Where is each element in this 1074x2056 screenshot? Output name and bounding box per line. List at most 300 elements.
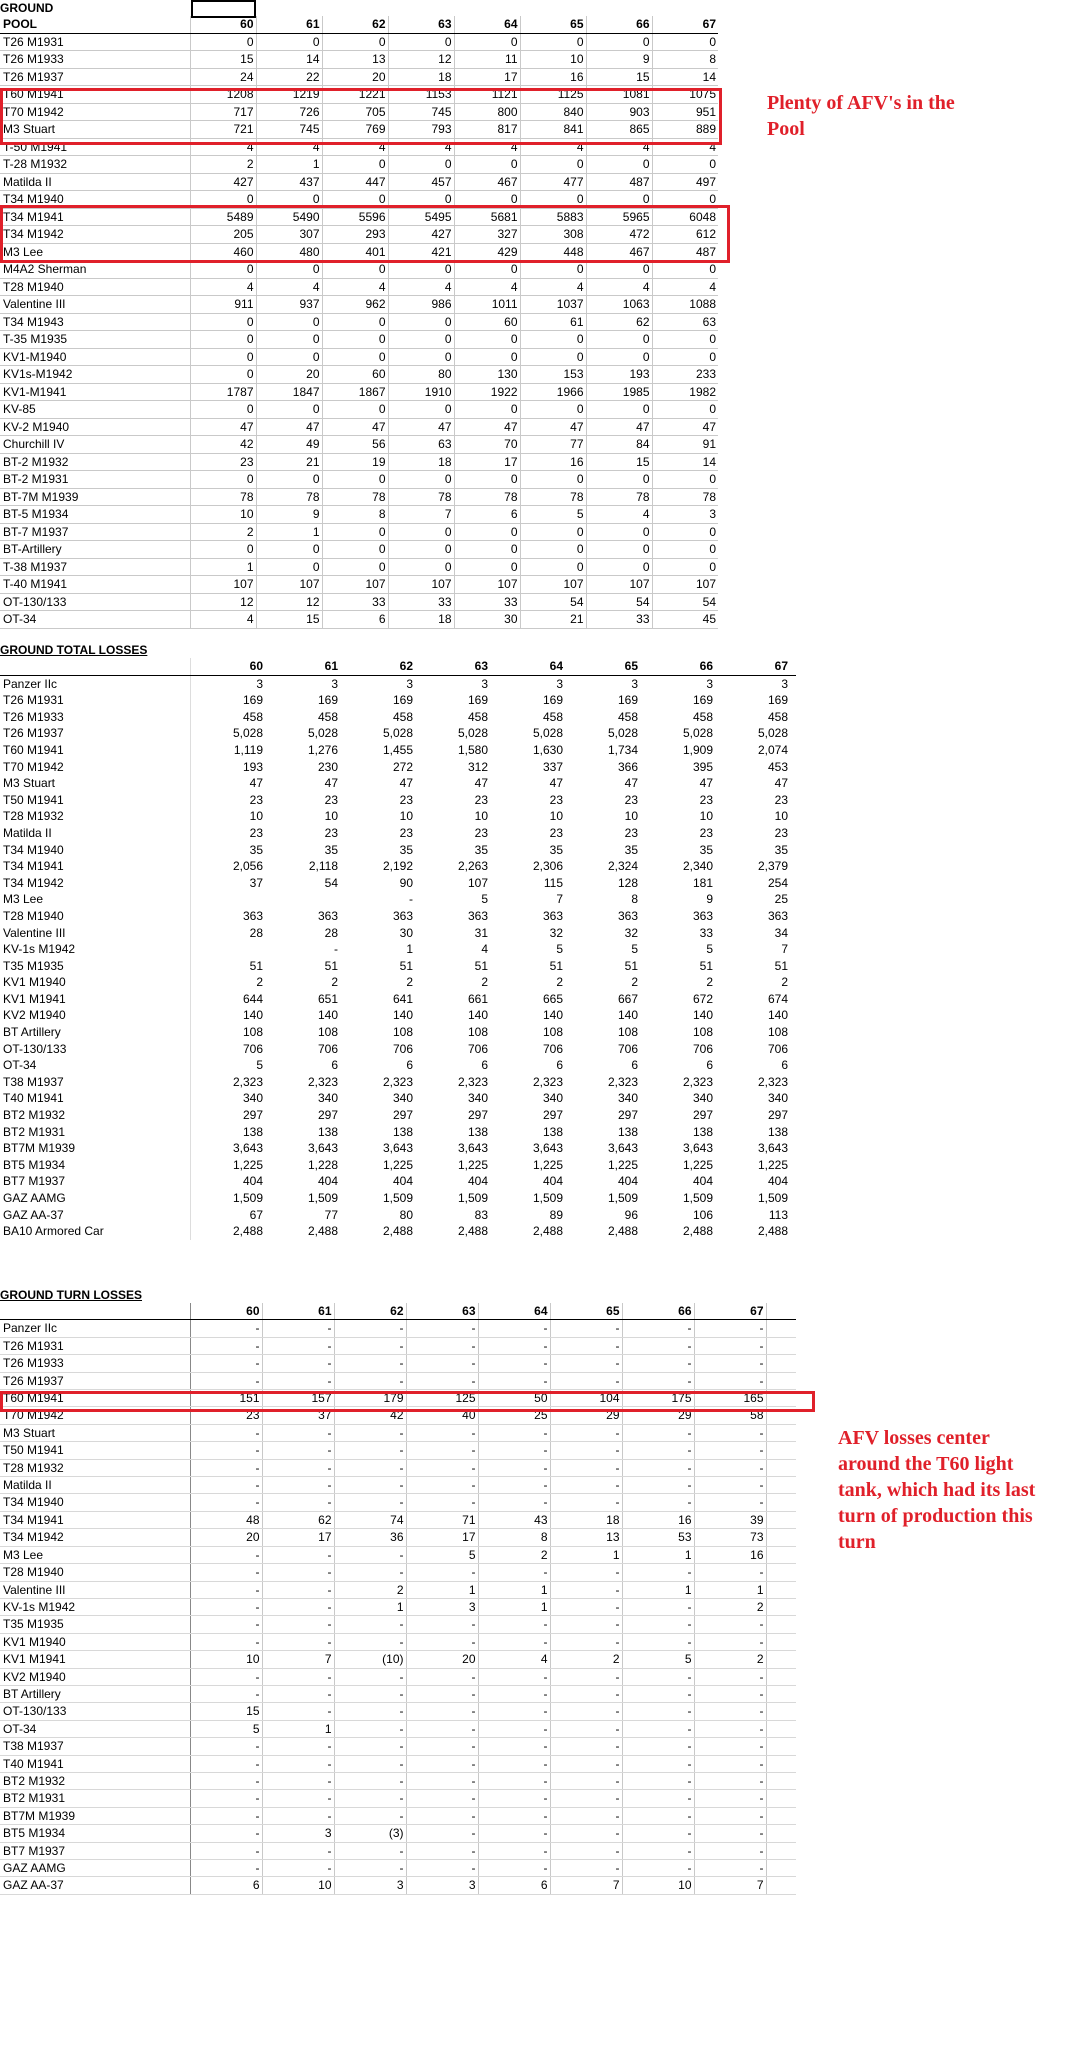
- table-row: [0, 1668, 796, 1685]
- table-row: [0, 775, 796, 792]
- row-label: BT-7 M1937: [0, 523, 190, 541]
- value-cell: 84: [586, 436, 652, 454]
- value-cell: 5: [631, 942, 638, 957]
- value-cell: 96: [624, 1207, 638, 1222]
- row-label: KV-2 M1940: [0, 418, 190, 436]
- value-cell: 91: [652, 436, 718, 454]
- value-cell: 35: [624, 842, 638, 857]
- value-cell: -: [478, 1807, 550, 1824]
- value-cell: 6: [454, 506, 520, 524]
- row-label: BT7M M1939: [0, 1140, 190, 1157]
- value-cell: 20: [190, 1529, 262, 1546]
- value-cell: 0: [190, 33, 256, 51]
- value-cell: -: [334, 1494, 406, 1511]
- value-cell: 458: [392, 709, 413, 724]
- value-cell: 467: [586, 243, 652, 261]
- value-cell: 447: [322, 173, 388, 191]
- value-cell: 17: [262, 1529, 334, 1546]
- table-row: [0, 541, 718, 559]
- value-cell: -: [478, 1755, 550, 1772]
- value-cell: 5489: [190, 208, 256, 226]
- value-cell: 0: [322, 471, 388, 489]
- table-row: [0, 366, 718, 384]
- value-cell: 35: [249, 842, 263, 857]
- value-cell: 30: [454, 611, 520, 629]
- value-cell: -: [406, 1337, 478, 1354]
- value-cell: 7: [550, 1877, 622, 1894]
- value-cell: 108: [692, 1025, 713, 1040]
- value-cell: 67: [249, 1207, 263, 1222]
- value-cell: (10): [334, 1651, 406, 1668]
- value-cell: 107: [190, 576, 256, 594]
- value-cell: 107: [454, 576, 520, 594]
- value-cell: 458: [542, 709, 563, 724]
- value-cell: 297: [392, 1108, 413, 1123]
- value-cell: 6: [406, 1058, 413, 1073]
- value-cell: 6: [478, 1877, 550, 1894]
- value-cell: 1: [406, 1581, 478, 1598]
- value-cell: -: [262, 1860, 334, 1877]
- value-cell: -: [262, 1355, 334, 1372]
- value-cell: 477: [520, 173, 586, 191]
- value-cell: 4: [520, 138, 586, 156]
- value-cell: 16: [694, 1546, 766, 1563]
- column-header: 67: [652, 16, 718, 33]
- value-cell: 0: [586, 331, 652, 349]
- value-cell: -: [478, 1442, 550, 1459]
- value-cell: 1,580: [457, 742, 488, 757]
- value-cell: 3: [706, 676, 713, 691]
- value-cell: 3: [256, 676, 263, 691]
- value-cell: -: [406, 1860, 478, 1877]
- value-cell: -: [262, 1546, 334, 1563]
- value-cell: 7: [694, 1877, 766, 1894]
- row-label: T34 M1941: [0, 858, 190, 875]
- value-cell: 0: [520, 191, 586, 209]
- value-cell: -: [550, 1633, 622, 1650]
- value-cell: -: [262, 1807, 334, 1824]
- value-cell: 865: [586, 121, 652, 139]
- value-cell: -: [190, 1494, 262, 1511]
- value-cell: 769: [322, 121, 388, 139]
- column-header: 66: [622, 1303, 694, 1320]
- table-row: [0, 1173, 796, 1190]
- value-cell: 458: [767, 709, 788, 724]
- value-cell: 3,643: [307, 1141, 338, 1156]
- value-cell: 47: [624, 776, 638, 791]
- value-cell: 0: [652, 471, 718, 489]
- value-cell: 19: [322, 453, 388, 471]
- row-label: T-35 M1935: [0, 331, 190, 349]
- value-cell: 0: [454, 33, 520, 51]
- pool-highlight-box-medium-tanks: [0, 205, 730, 263]
- value-cell: 480: [256, 243, 322, 261]
- value-cell: 2,056: [232, 859, 263, 874]
- spacer-cell: [766, 1564, 796, 1581]
- table-row: [0, 725, 796, 742]
- table-row: [0, 1825, 796, 1842]
- value-cell: 7: [556, 892, 563, 907]
- value-cell: 962: [322, 296, 388, 314]
- value-cell: 108: [617, 1025, 638, 1040]
- table-row: [0, 506, 718, 524]
- value-cell: -: [334, 1860, 406, 1877]
- value-cell: 108: [242, 1025, 263, 1040]
- value-cell: 1208: [190, 86, 256, 104]
- value-cell: 665: [542, 991, 563, 1006]
- value-cell: 10: [474, 809, 488, 824]
- value-cell: -: [550, 1685, 622, 1702]
- value-cell: -: [478, 1424, 550, 1441]
- value-cell: 12: [388, 51, 454, 69]
- table-row: [0, 1337, 796, 1354]
- value-cell: -: [406, 1842, 478, 1859]
- value-cell: 2: [256, 975, 263, 990]
- value-cell: -: [478, 1860, 550, 1877]
- value-cell: -: [622, 1755, 694, 1772]
- value-cell: 47: [249, 776, 263, 791]
- row-label: M3 Lee: [0, 891, 190, 908]
- turn-losses-section: [0, 1287, 796, 1895]
- value-cell: -: [478, 1825, 550, 1842]
- spacer-cell: [766, 1355, 796, 1372]
- value-cell: 1: [256, 156, 322, 174]
- table-row: [0, 1755, 796, 1772]
- value-cell: 51: [699, 958, 713, 973]
- value-cell: 8: [322, 506, 388, 524]
- value-cell: -: [190, 1442, 262, 1459]
- value-cell: -: [406, 1564, 478, 1581]
- value-cell: -: [262, 1616, 334, 1633]
- value-cell: 363: [467, 908, 488, 923]
- value-cell: 0: [652, 348, 718, 366]
- spacer-cell: [790, 1074, 796, 1091]
- value-cell: 661: [467, 991, 488, 1006]
- spacer-cell: [790, 858, 796, 875]
- value-cell: -: [694, 1703, 766, 1720]
- value-cell: -: [550, 1703, 622, 1720]
- value-cell: 107: [467, 875, 488, 890]
- value-cell: 4: [454, 138, 520, 156]
- value-cell: 427: [388, 226, 454, 244]
- value-cell: 0: [454, 471, 520, 489]
- value-cell: 108: [767, 1025, 788, 1040]
- value-cell: 1,225: [232, 1157, 263, 1172]
- value-cell: 2: [190, 156, 256, 174]
- value-cell: 5: [556, 942, 563, 957]
- value-cell: 1985: [586, 383, 652, 401]
- value-cell: 1,509: [757, 1191, 788, 1205]
- value-cell: -: [190, 1355, 262, 1372]
- value-cell: 340: [317, 1091, 338, 1106]
- value-cell: 1: [256, 523, 322, 541]
- value-cell: -: [190, 1685, 262, 1702]
- spacer-cell: [766, 1494, 796, 1511]
- row-label: T38 M1937: [0, 1074, 190, 1091]
- spacer-cell: [790, 941, 796, 958]
- value-cell: 6: [322, 611, 388, 629]
- value-cell: 42: [334, 1407, 406, 1424]
- row-label: T28 M1932: [0, 808, 190, 825]
- value-cell: 43: [478, 1511, 550, 1528]
- value-cell: 169: [317, 693, 338, 708]
- table-row: [0, 1107, 796, 1124]
- table-row: [0, 436, 718, 454]
- value-cell: 366: [617, 759, 638, 774]
- value-cell: 1,509: [532, 1191, 563, 1205]
- value-cell: 2,263: [457, 859, 488, 874]
- value-cell: 3,643: [607, 1141, 638, 1156]
- spacer-cell: [790, 658, 796, 675]
- value-cell: 3: [631, 676, 638, 691]
- value-cell: 0: [388, 348, 454, 366]
- value-cell: 0: [190, 541, 256, 559]
- value-cell: -: [694, 1355, 766, 1372]
- value-cell: 23: [549, 792, 563, 807]
- value-cell: 1982: [652, 383, 718, 401]
- value-cell: 0: [454, 541, 520, 559]
- value-cell: 6: [190, 1877, 262, 1894]
- spacer-cell: [790, 1173, 796, 1190]
- spacer-cell: [790, 1041, 796, 1058]
- value-cell: 5490: [256, 208, 322, 226]
- value-cell: -: [190, 1825, 262, 1842]
- value-cell: 54: [520, 593, 586, 611]
- table-row: [0, 891, 796, 908]
- value-cell: -: [550, 1616, 622, 1633]
- table-row: [0, 1477, 796, 1494]
- value-cell: 0: [256, 313, 322, 331]
- spacer-cell: [790, 1024, 796, 1041]
- value-cell: -: [694, 1825, 766, 1842]
- value-cell: 0: [652, 523, 718, 541]
- value-cell: 0: [322, 191, 388, 209]
- value-cell: 0: [586, 471, 652, 489]
- value-cell: 62: [262, 1511, 334, 1528]
- value-cell: 4: [256, 138, 322, 156]
- value-cell: 51: [474, 958, 488, 973]
- row-label: BT7 M1937: [0, 1842, 190, 1859]
- value-cell: 10: [190, 506, 256, 524]
- value-cell: 1: [406, 942, 413, 957]
- value-cell: 5965: [586, 208, 652, 226]
- value-cell: 2: [331, 975, 338, 990]
- value-cell: 169: [392, 693, 413, 708]
- value-cell: 47: [520, 418, 586, 436]
- table-row: [0, 1424, 796, 1441]
- table-row: [0, 523, 718, 541]
- value-cell: 363: [617, 908, 638, 923]
- spacer-cell: [790, 1223, 796, 1240]
- value-cell: 0: [190, 348, 256, 366]
- spacer-cell: [766, 1477, 796, 1494]
- value-cell: 0: [520, 261, 586, 279]
- value-cell: 272: [392, 759, 413, 774]
- value-cell: 107: [322, 576, 388, 594]
- value-cell: 0: [520, 348, 586, 366]
- value-cell: 2,306: [532, 859, 563, 874]
- value-cell: 0: [454, 261, 520, 279]
- row-label: T34 M1941: [0, 208, 190, 226]
- row-label: T35 M1935: [0, 1616, 190, 1633]
- spacer-cell: [766, 1337, 796, 1354]
- value-cell: -: [334, 1633, 406, 1650]
- value-cell: 1,509: [607, 1191, 638, 1205]
- spacer-cell: [766, 1772, 796, 1789]
- value-cell: 34: [774, 925, 788, 940]
- value-cell: 2,379: [757, 859, 788, 874]
- value-cell: -: [262, 1772, 334, 1789]
- value-cell: -: [262, 1494, 334, 1511]
- row-label: T34 M1942: [0, 226, 190, 244]
- value-cell: -: [694, 1424, 766, 1441]
- value-cell: 51: [324, 958, 338, 973]
- column-header: 62: [334, 1303, 406, 1320]
- value-cell: 800: [454, 103, 520, 121]
- value-cell: -: [478, 1772, 550, 1789]
- value-cell: 327: [454, 226, 520, 244]
- value-cell: -: [550, 1424, 622, 1441]
- value-cell: 458: [692, 709, 713, 724]
- table-row: [0, 675, 796, 692]
- value-cell: -: [262, 1424, 334, 1441]
- table-row: [0, 1057, 796, 1074]
- value-cell: 1011: [454, 296, 520, 314]
- value-cell: -: [694, 1685, 766, 1702]
- row-label: T26 M1931: [0, 1337, 190, 1354]
- value-cell: -: [262, 1581, 334, 1598]
- value-cell: -: [694, 1772, 766, 1789]
- value-cell: 458: [317, 709, 338, 724]
- value-cell: 22: [256, 68, 322, 86]
- row-label: OT-34: [0, 1057, 190, 1074]
- value-cell: 0: [652, 33, 718, 51]
- value-cell: 817: [454, 121, 520, 139]
- value-cell: 10: [622, 1877, 694, 1894]
- value-cell: -: [622, 1685, 694, 1702]
- value-cell: 5: [706, 942, 713, 957]
- value-cell: -: [406, 1755, 478, 1772]
- value-cell: -: [190, 1807, 262, 1824]
- value-cell: 23: [399, 825, 413, 840]
- value-cell: 179: [334, 1390, 406, 1407]
- value-cell: 40: [406, 1407, 478, 1424]
- value-cell: 2: [694, 1598, 766, 1615]
- row-label: Matilda II: [0, 825, 190, 842]
- value-cell: 745: [256, 121, 322, 139]
- value-cell: 1910: [388, 383, 454, 401]
- value-cell: 90: [399, 875, 413, 890]
- value-cell: 50: [478, 1390, 550, 1407]
- selected-cell[interactable]: [191, 0, 256, 18]
- value-cell: 0: [652, 558, 718, 576]
- value-cell: 2: [694, 1651, 766, 1668]
- value-cell: 6: [331, 1058, 338, 1073]
- value-cell: 641: [392, 991, 413, 1006]
- row-label: T26 M1933: [0, 1355, 190, 1372]
- value-cell: -: [334, 1337, 406, 1354]
- value-cell: -: [334, 1372, 406, 1389]
- column-header: 67: [715, 658, 790, 675]
- spacer-cell: [766, 1790, 796, 1807]
- table-row: [0, 808, 796, 825]
- value-cell: 0: [256, 331, 322, 349]
- row-label-header: [0, 658, 190, 675]
- value-cell: 1867: [322, 383, 388, 401]
- value-cell: 0: [520, 33, 586, 51]
- value-cell: 1787: [190, 383, 256, 401]
- row-label: BT-7M M1939: [0, 488, 190, 506]
- value-cell: -: [550, 1372, 622, 1389]
- value-cell: -: [190, 1372, 262, 1389]
- value-cell: 0: [454, 348, 520, 366]
- spacer-cell: [766, 1529, 796, 1546]
- value-cell: -: [190, 1860, 262, 1877]
- value-cell: -: [550, 1738, 622, 1755]
- value-cell: 0: [256, 471, 322, 489]
- value-cell: 47: [586, 418, 652, 436]
- row-label: T-38 M1937: [0, 558, 190, 576]
- table-row: [0, 875, 796, 892]
- value-cell: 8: [652, 51, 718, 69]
- table-row: [0, 51, 718, 69]
- value-cell: 404: [542, 1174, 563, 1189]
- value-cell: 33: [586, 611, 652, 629]
- value-cell: -: [406, 1616, 478, 1633]
- value-cell: 363: [392, 908, 413, 923]
- row-label: KV1-M1941: [0, 383, 190, 401]
- spacer-cell: [766, 1320, 796, 1337]
- spacer-cell: [790, 1107, 796, 1124]
- pool-title: GROUND: [0, 1, 54, 15]
- value-cell: -: [478, 1616, 550, 1633]
- table-row: [0, 1320, 796, 1337]
- value-cell: 340: [617, 1091, 638, 1106]
- value-cell: 16: [520, 453, 586, 471]
- value-cell: 35: [399, 842, 413, 857]
- spacer-cell: [790, 675, 796, 692]
- spacer-cell: [766, 1598, 796, 1615]
- value-cell: 363: [767, 908, 788, 923]
- value-cell: -: [334, 1564, 406, 1581]
- table-row: [0, 858, 796, 875]
- row-label: T-50 M1941: [0, 138, 190, 156]
- value-cell: 0: [586, 401, 652, 419]
- value-cell: -: [406, 1825, 478, 1842]
- value-cell: 5883: [520, 208, 586, 226]
- value-cell: 472: [586, 226, 652, 244]
- value-cell: 23: [699, 792, 713, 807]
- value-cell: -: [550, 1772, 622, 1789]
- value-cell: 1088: [652, 296, 718, 314]
- value-cell: -: [478, 1790, 550, 1807]
- value-cell: 667: [617, 991, 638, 1006]
- value-cell: 1,509: [232, 1191, 263, 1205]
- table-row: [0, 33, 718, 51]
- value-cell: -: [262, 1564, 334, 1581]
- value-cell: 18: [388, 453, 454, 471]
- row-label-header: POOL: [0, 16, 190, 33]
- table-row: [0, 1633, 796, 1650]
- value-cell: 47: [454, 418, 520, 436]
- value-cell: 0: [190, 313, 256, 331]
- spacer-cell: [790, 808, 796, 825]
- value-cell: 47: [549, 776, 563, 791]
- spacer-cell: [790, 759, 796, 776]
- value-cell: 3: [481, 676, 488, 691]
- spacer-cell: [766, 1685, 796, 1702]
- value-cell: 297: [542, 1108, 563, 1123]
